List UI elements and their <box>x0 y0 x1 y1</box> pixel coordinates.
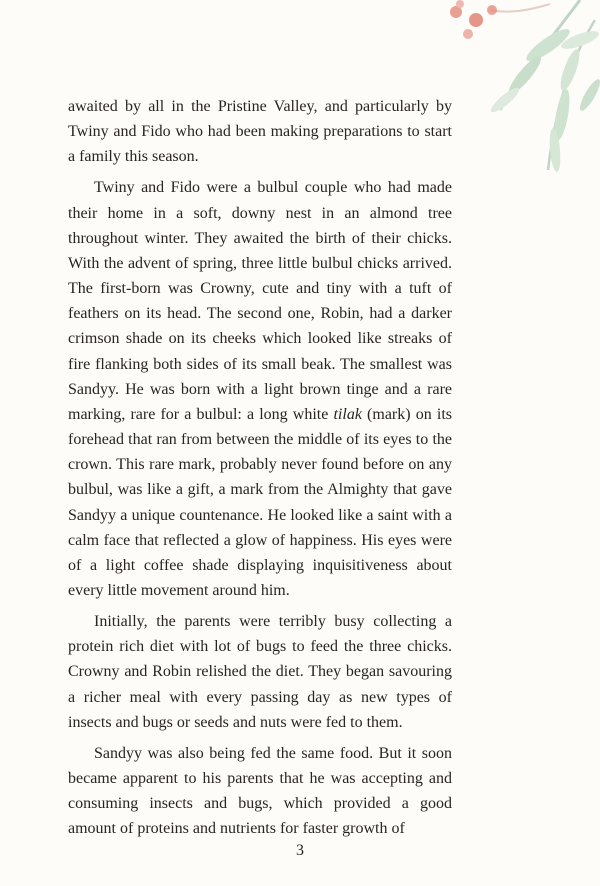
body-text <box>68 94 452 848</box>
page-number: 3 <box>296 842 304 859</box>
paragraph-1: awaited by all in the Pristine Valley, and particularly by Twiny and Fido who had been making preparations to start a family this season. <box>68 98 452 166</box>
paragraph-2: Twiny and Fido were a bulbul couple who had made their home in a soft, downy nest in an almond tree throughout winter. They awaited the birth of their chicks. With the advent of spring, three little bulbul chicks arrived. The first-born was Crowny, cute and tiny with a tuft of feathers on its head. The second one, Robin, had a darker crimson shade on its cheeks which looked like streaks of fire flanking both sides of its small beak. The smallest was Sandyy. He was born with a light brown tinge and a rare marking, rare for a bulbul: a long white tilak (mark) on its forehead that ran from between the middle of its eyes to the crown. This rare mark, probably never found before on any bulbul, was like a gift, a mark from the Almighty that gave Sandyy a unique countenance. He looked like a saint with a calm face that reflected a glow of happiness. His eyes were of a light coffee shade displaying inquisitiveness about every little movement around him. <box>68 179 452 599</box>
emphasized-word: tilak <box>333 405 362 423</box>
paragraph-3: Initially, the parents were terribly busy collecting a protein rich diet with lot of bugs to feed the three chicks. Crowny and Robin relished the diet. They began savouring a richer meal with every passing day as new types of insects and bugs or seeds and nuts were fed to them. <box>68 613 452 731</box>
paragraph-4: Sandyy was also being fed the same food. But it soon became apparent to his parents that he was accepting and consuming insects and bugs, which provided a good amount of proteins and nutrients for faster growth of <box>68 744 452 838</box>
watercolor-leaves-illustration <box>430 0 600 190</box>
